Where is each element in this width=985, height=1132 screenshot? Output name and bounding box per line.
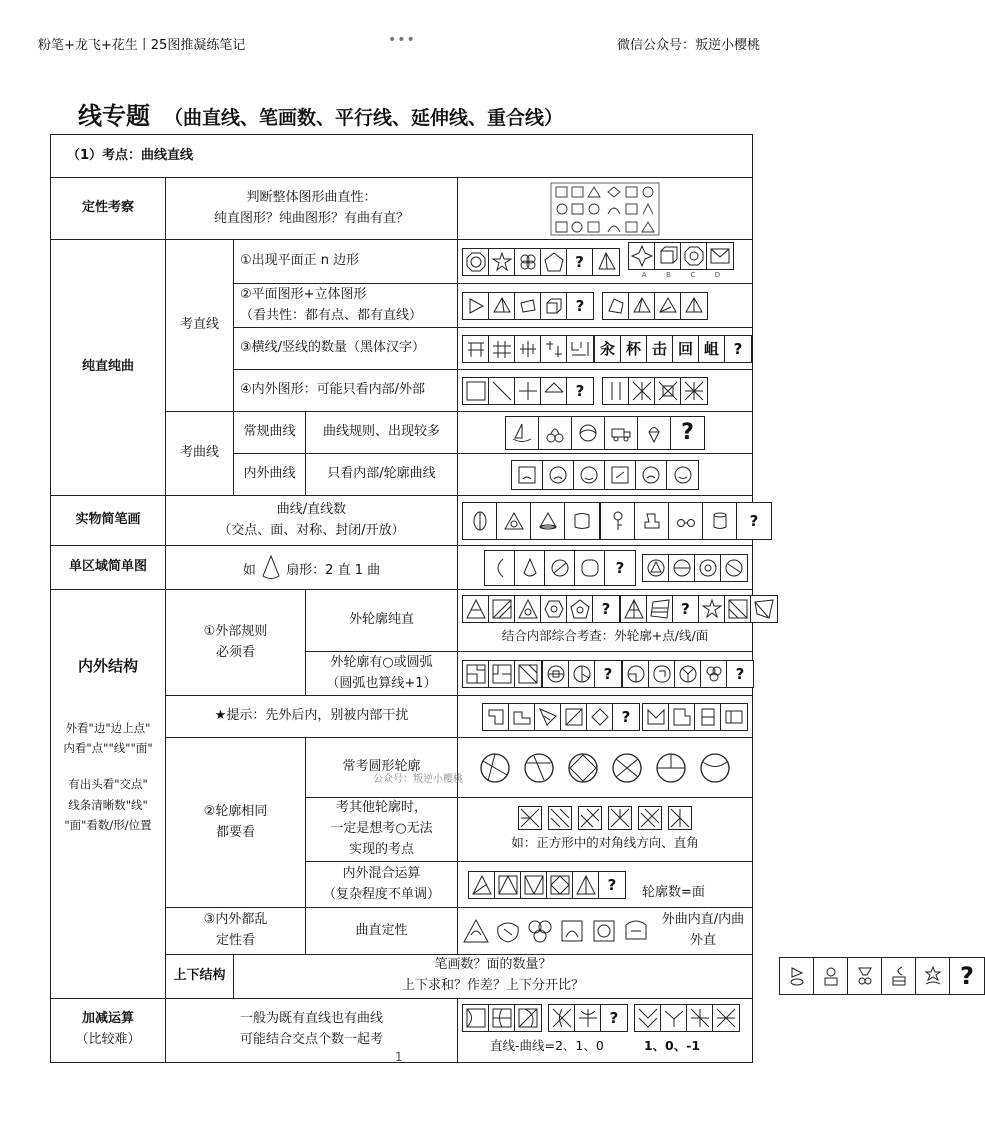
triangle-figure <box>463 293 489 319</box>
question-mark: ? <box>613 704 639 730</box>
question-mark: ? <box>725 336 751 362</box>
watermark: 公众号：叛逆小樱桃 <box>373 774 463 785</box>
pattern-figure <box>509 704 535 730</box>
cross-figure <box>515 378 541 404</box>
figures-item-1 <box>458 240 753 284</box>
figure-grid-dingxing <box>458 178 753 240</box>
label-kaoqu: 考曲线 <box>166 412 234 496</box>
desc-danqu <box>166 546 458 590</box>
char-5: 岨 <box>699 336 725 362</box>
face-figure <box>543 461 574 489</box>
label-r3a: 曲直定性 <box>306 908 458 955</box>
figures-r2b <box>458 798 753 862</box>
label-r2c-1: 内外混合运算 <box>342 865 421 881</box>
stroke-figure <box>515 336 541 362</box>
title-sub: （曲直线、笔画数、平行线、延伸线、重合线） <box>164 107 564 129</box>
section-heading: （1）考点：曲线直线 <box>51 135 753 178</box>
label-danqu: 单区域简单图 <box>51 546 166 590</box>
circle-pattern-figure <box>478 751 512 785</box>
circle-pattern-figure <box>654 751 688 785</box>
label-kaozhi: 考直线 <box>166 240 234 412</box>
pattern-figure <box>463 596 489 622</box>
tip-cell: ★提示：先外后内，别被内部干扰 <box>166 696 458 738</box>
question-mark: ? <box>727 661 753 687</box>
desc-dingxing <box>166 178 458 240</box>
pattern-figure <box>725 596 751 622</box>
mixed-figure <box>526 917 554 945</box>
caption-r2c: 轮廓数=面 <box>642 885 705 901</box>
label-neiwai: 内外曲线 <box>234 454 306 496</box>
desc-shiwu-1: 曲线/直线数 <box>276 501 347 517</box>
item-4: ④内外图形：可能只看内部/外部 <box>234 370 458 412</box>
item-2b: （看共性：都有点、都有直线） <box>240 307 423 323</box>
label-waibu-2: 必须看 <box>215 644 255 660</box>
label-r1b <box>306 652 458 696</box>
option-c-figure[interactable] <box>655 378 681 404</box>
circle-pattern-figure <box>698 751 732 785</box>
page-number: 1 <box>395 1050 403 1064</box>
option-d-figure[interactable] <box>721 555 747 581</box>
face-figure <box>574 461 605 489</box>
notes-table <box>50 134 974 1063</box>
more-icon[interactable]: ••• <box>388 32 416 48</box>
figures-item-3 <box>458 328 753 370</box>
figures-r3a <box>458 908 753 955</box>
pattern-figure <box>547 872 573 898</box>
question-mark: ? <box>601 1005 627 1031</box>
pattern-figure <box>535 704 561 730</box>
figures-neiwai <box>458 454 753 496</box>
icecream-figure <box>638 417 671 449</box>
option-b-figure[interactable] <box>669 555 695 581</box>
square-diagonal-figure <box>578 806 602 830</box>
note-3: 有出头看"交点" <box>68 777 148 792</box>
pentagon-figure <box>541 249 567 275</box>
pattern-figure <box>621 596 647 622</box>
page-title <box>78 96 563 131</box>
question-mark: ? <box>605 551 635 585</box>
label-c: C <box>690 271 696 279</box>
cone-figure <box>531 503 565 539</box>
truck-figure <box>605 417 638 449</box>
pyramid-figure <box>593 249 619 275</box>
updown-figure <box>848 958 882 994</box>
option-c-figure[interactable] <box>695 704 721 730</box>
label-r2b-3: 实现的考点 <box>348 842 414 858</box>
shape-grid-figure <box>550 182 660 236</box>
square-diagonal-figure <box>608 806 632 830</box>
label-shangxia: 上下结构 <box>166 954 234 998</box>
caption-r2b: 如：正方形中的对角线方向、直角 <box>511 835 699 851</box>
char-4: 回 <box>673 336 699 362</box>
pattern-figure <box>561 704 587 730</box>
char-1: 汆 <box>595 336 621 362</box>
stroke-figure <box>463 336 489 362</box>
desc-jiajian <box>166 998 458 1062</box>
row-dingxing <box>51 178 753 240</box>
label-r2b <box>306 798 458 862</box>
pattern-figure <box>515 596 541 622</box>
label-chunzhi: 纯直纯曲 <box>51 240 166 496</box>
stamp-figure[interactable] <box>635 503 669 539</box>
pattern-figure <box>687 1005 713 1031</box>
label-lunkuo-1: ②轮廓相同 <box>203 803 268 819</box>
cherry-figure <box>539 417 572 449</box>
label-jiajian <box>51 998 166 1062</box>
face-figure <box>636 461 667 489</box>
drop-figure <box>515 551 545 585</box>
leaf-figure <box>463 503 497 539</box>
desc-dingxing-2: 纯直图形？纯曲图形？有曲有直？ <box>213 210 409 226</box>
mixed-figure <box>494 917 522 945</box>
label-shiwu: 实物简笔画 <box>51 496 166 546</box>
title-main: 线专题 <box>78 102 150 130</box>
desc-neiwai: 只看内部/轮廓曲线 <box>306 454 458 496</box>
figures-shiwu <box>458 496 759 546</box>
question-mark: ? <box>950 958 984 994</box>
mixed-figure <box>622 917 650 945</box>
option-b-figure[interactable] <box>655 243 681 269</box>
header-right: 微信公众号：叛逆小樱桃 <box>616 38 760 53</box>
sector-icon <box>260 554 282 582</box>
label-a: A <box>641 271 647 279</box>
ball-figure <box>572 417 605 449</box>
desc-jiajian-2: 可能结合交点个数一起考 <box>239 1032 383 1048</box>
pattern-figure <box>541 596 567 622</box>
label-r2c-2: （复杂程度不单调） <box>322 886 440 902</box>
stroke-figure <box>541 336 567 362</box>
figures-r2a <box>458 738 753 798</box>
question-mark: ? <box>671 417 704 449</box>
triangle-figure <box>497 503 531 539</box>
circle-figure <box>545 551 575 585</box>
question-mark: ? <box>673 596 699 622</box>
figures-tip <box>458 696 753 738</box>
label-neiwai-luan <box>166 908 306 955</box>
pattern-figure <box>623 661 649 687</box>
label-r1b-1: 外轮廓有○或圆弧 <box>330 654 433 670</box>
option-b-figure[interactable] <box>669 704 695 730</box>
pattern-figure <box>647 596 673 622</box>
pattern-figure <box>483 704 509 730</box>
box-figure <box>565 503 599 539</box>
flower-figure <box>515 249 541 275</box>
label-jiajian-1: 加减运算 <box>81 1011 134 1027</box>
option-a-figure[interactable] <box>603 378 629 404</box>
pattern-figure <box>469 872 495 898</box>
key-figure[interactable] <box>601 503 635 539</box>
pattern-figure <box>567 596 593 622</box>
label-r2a: 常考圆形轮廓 <box>306 738 458 798</box>
octagon-figure <box>463 249 489 275</box>
question-mark: ? <box>593 596 619 622</box>
square-diagonal-figure <box>668 806 692 830</box>
face-figure <box>512 461 543 489</box>
arc-figure <box>485 551 515 585</box>
label-r1a: 外轮廓纯直 <box>306 590 458 652</box>
figures-danqu <box>458 546 753 590</box>
stroke-figure <box>489 336 515 362</box>
label-waibu <box>166 590 306 696</box>
note-5: "面"看数/形/位置 <box>64 817 152 832</box>
label-r2b-1: 考其他轮廓时， <box>335 800 427 816</box>
option-d-figure[interactable] <box>721 704 747 730</box>
option-a-figure[interactable] <box>643 555 669 581</box>
pattern-figure <box>495 872 521 898</box>
label-lunkuo-2: 都要看 <box>215 824 255 840</box>
pattern-figure <box>661 1005 687 1031</box>
circle-pattern-figure <box>522 751 556 785</box>
glasses-figure[interactable] <box>669 503 703 539</box>
pattern-figure <box>649 661 675 687</box>
question-mark: ? <box>595 661 621 687</box>
note-4: 线条清晰数"线" <box>68 797 148 812</box>
option-b-figure[interactable] <box>629 378 655 404</box>
desc-shangxia-1: 笔画数？面的数量？ <box>434 957 552 973</box>
pattern-figure <box>489 1005 515 1031</box>
option-a-figure[interactable] <box>629 243 655 269</box>
section-heading-row <box>51 135 753 178</box>
pattern-figure <box>463 1005 489 1031</box>
char-3: 击 <box>647 336 673 362</box>
options-abcd <box>628 242 734 281</box>
item-3: ③横线/竖线的数量（黑体汉字） <box>234 328 458 370</box>
pattern-figure <box>587 704 613 730</box>
label-neiwai-luan-1: ③内外都乱 <box>203 912 268 928</box>
label-b: B <box>666 271 671 279</box>
figures-item-4 <box>458 370 753 412</box>
pattern-figure <box>701 661 727 687</box>
label-neiwai-text: 内外结构 <box>77 657 138 676</box>
question-mark: ? <box>567 249 593 275</box>
rounded-square-figure <box>575 551 605 585</box>
caption-jiajian-2: 1、0、-1 <box>643 1038 701 1054</box>
option-b-figure[interactable] <box>629 293 655 319</box>
face-figure <box>605 461 636 489</box>
option-a-figure[interactable] <box>603 293 629 319</box>
desc-dingxing-1: 判断整体图形曲直性： <box>246 189 377 205</box>
square-diagonal-figure <box>548 806 572 830</box>
updown-figure <box>780 958 814 994</box>
pattern-figure <box>549 1005 575 1031</box>
tetrahedron-figure <box>489 293 515 319</box>
pattern-figure <box>699 596 725 622</box>
item-2 <box>234 284 458 328</box>
desc-danqu-text: 扇形：2 直 1 曲 <box>286 562 381 578</box>
figure-strip <box>462 248 620 276</box>
option-a-figure[interactable] <box>643 704 669 730</box>
label-dingxing: 定性考察 <box>51 178 166 240</box>
note-1: 外看"边"边上点" <box>65 721 151 736</box>
question-mark: ? <box>567 293 593 319</box>
label-changgui: 常规曲线 <box>234 412 306 454</box>
pattern-figure <box>575 1005 601 1031</box>
desc-changgui: 曲线规则、出现较多 <box>306 412 458 454</box>
option-c-figure[interactable] <box>655 293 681 319</box>
mixed-figure <box>558 917 586 945</box>
pattern-figure <box>489 596 515 622</box>
sailboat-figure <box>506 417 539 449</box>
char-2: 杯 <box>621 336 647 362</box>
diagonal-figure <box>489 378 515 404</box>
caption-jiajian-1: 直线-曲线=2、1、0 <box>490 1038 604 1054</box>
figures-r1a <box>458 590 753 652</box>
figures-item-2 <box>458 284 753 328</box>
pattern-figure <box>635 1005 661 1031</box>
pattern-figure <box>751 596 777 622</box>
figures-r2c <box>458 862 753 908</box>
pattern-figure <box>489 661 515 687</box>
option-d-figure[interactable] <box>681 293 707 319</box>
label-neiwai-luan-2: 定性看 <box>215 932 255 948</box>
square-diagonal-figure <box>638 806 662 830</box>
question-mark: ? <box>567 378 593 404</box>
label-jiajian-2: （比较难） <box>75 1032 141 1048</box>
updown-figure <box>916 958 950 994</box>
desc-shangxia <box>234 954 753 998</box>
label-waibu-1: ①外部规则 <box>203 623 268 639</box>
star-figure <box>489 249 515 275</box>
pattern-figure <box>515 661 541 687</box>
option-c-figure[interactable] <box>681 243 707 269</box>
item-2a: ②平面图形+立体图形 <box>240 286 367 302</box>
house-figure <box>541 378 567 404</box>
pattern-figure <box>675 661 701 687</box>
option-d-figure[interactable] <box>681 378 707 404</box>
pattern-figure <box>515 1005 541 1031</box>
figures-jiajian <box>458 998 753 1062</box>
label-r2b-2: 一定是想考○无法 <box>330 821 433 837</box>
pattern-figure <box>463 661 489 687</box>
square-figure <box>463 378 489 404</box>
label-neiwai-section <box>51 590 166 999</box>
updown-figure <box>814 958 848 994</box>
quad-figure <box>515 293 541 319</box>
question-mark: ? <box>599 872 625 898</box>
option-c-figure[interactable] <box>695 555 721 581</box>
desc-shiwu <box>166 496 458 546</box>
header-left: 粉笔+龙飞+花生丨25图推凝练笔记 <box>38 38 246 53</box>
square-diagonal-figure <box>518 806 542 830</box>
label-r1b-2: （圆弧也算线+1） <box>326 675 437 691</box>
caption-r1a: 结合内部综合考查：外轮廓+点/线/面 <box>501 628 709 644</box>
option-d-figure[interactable] <box>707 243 733 269</box>
neiwai-notes <box>51 718 165 835</box>
pattern-figure <box>713 1005 739 1031</box>
face-figure <box>667 461 698 489</box>
pattern-figure <box>521 872 547 898</box>
item-1: ①出现平面正 n 边形 <box>234 240 458 284</box>
desc-jiajian-1: 一般为既有直线也有曲线 <box>239 1011 383 1027</box>
mixed-figure <box>590 917 618 945</box>
mixed-figure <box>462 917 490 945</box>
desc-shiwu-2: （交点、面、对称、封闭/开放） <box>218 522 405 538</box>
label-lunkuo <box>166 738 306 908</box>
updown-figure <box>882 958 916 994</box>
figures-r1b <box>458 652 753 696</box>
pattern-figure <box>543 661 569 687</box>
cube-figure <box>541 293 567 319</box>
stroke-figure <box>567 336 593 362</box>
note-2: 内看"点""线""面" <box>63 741 153 756</box>
label-r2c <box>306 862 458 908</box>
caption-r3a: 外曲内直/内曲外直 <box>661 912 745 948</box>
pattern-figure <box>569 661 595 687</box>
question-mark: ? <box>737 503 771 539</box>
label-d: D <box>714 271 721 279</box>
figures-changgui <box>458 412 753 454</box>
circle-pattern-figure <box>610 751 644 785</box>
cylinder-figure[interactable] <box>703 503 737 539</box>
pattern-figure <box>573 872 599 898</box>
desc-shangxia-2: 上下求和？作差？上下分开比？ <box>401 978 584 994</box>
circle-pattern-figure <box>566 751 600 785</box>
desc-danqu-prefix: 如 <box>242 562 256 578</box>
